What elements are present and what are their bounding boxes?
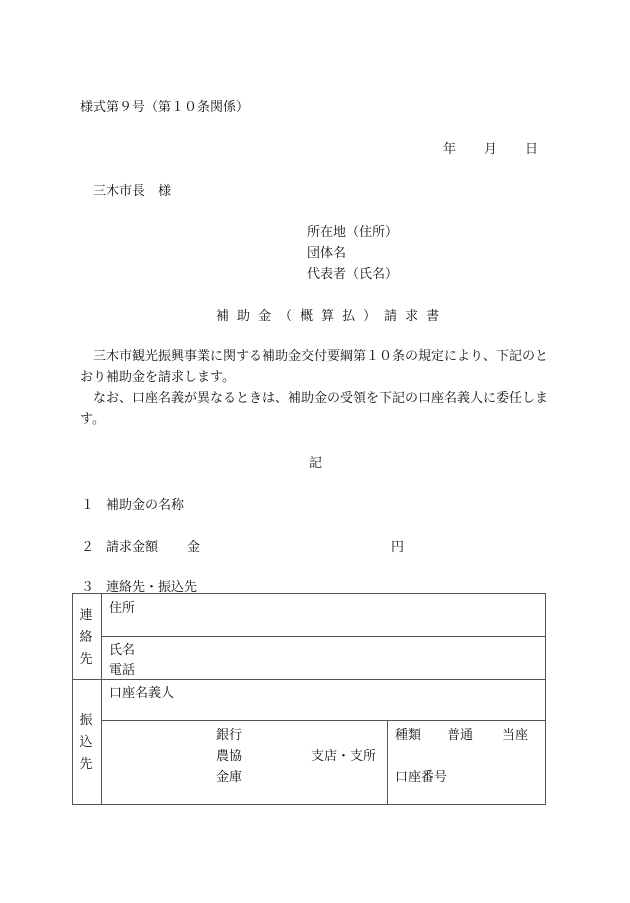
title-char: （	[279, 309, 293, 324]
item-1-number: １	[81, 498, 95, 513]
transfer-label	[72, 710, 100, 776]
document-title	[212, 305, 443, 324]
name-label: 氏名	[109, 643, 136, 658]
date-day: 日	[525, 142, 539, 157]
item-3-number: ３	[81, 580, 95, 595]
contact-label-char: 連	[79, 608, 93, 623]
table-divider-holder	[101, 720, 546, 721]
body-paragraph-2: なお、口座名義が異なるときは、補助金の受領を下記の口座名義人に委任します。	[80, 391, 549, 427]
contact-label-char: 絡	[79, 630, 93, 645]
item-3-label: 連絡先・振込先	[106, 580, 198, 595]
transfer-label-char: 込	[79, 735, 93, 750]
account-type-normal: 普通	[447, 728, 474, 743]
item-1-label: 補助金の名称	[106, 498, 185, 513]
item-2-yen: 円	[391, 540, 405, 555]
table-divider-section	[72, 679, 546, 680]
date-month: 月	[484, 142, 498, 157]
title-char: 求	[405, 309, 419, 324]
form-number: 様式第９号（第１０条関係）	[80, 100, 250, 115]
transfer-label-char: 先	[79, 757, 93, 772]
table-divider-address	[101, 636, 546, 637]
title-char: 補	[216, 309, 230, 324]
table-divider-vertical	[101, 593, 102, 805]
date-year: 年	[443, 142, 457, 157]
agri-coop-label: 農協	[216, 749, 243, 764]
title-char: ）	[363, 309, 377, 324]
account-type-current: 当座	[502, 728, 529, 743]
title-char: 書	[426, 309, 440, 324]
branch-label: 支店・支所	[311, 749, 377, 764]
title-char: 請	[384, 309, 398, 324]
contact-label-char: 先	[79, 652, 93, 667]
contact-label	[72, 605, 100, 671]
bank-label: 銀行	[216, 728, 243, 743]
title-char: 金	[258, 309, 272, 324]
body-paragraph-1: 三木市観光振興事業に関する補助金交付要綱第１０条の規定により、下記のとおり補助金を請求します。	[80, 349, 549, 385]
applicant-group-label: 団体名	[307, 246, 347, 261]
account-type-label: 種類	[395, 728, 422, 743]
applicant-rep-label: 代表者（氏名）	[307, 267, 399, 282]
item-2-label: 請求金額	[106, 540, 159, 555]
title-char: 概	[300, 309, 314, 324]
account-number-label: 口座番号	[395, 770, 448, 785]
transfer-label-char: 振	[79, 713, 93, 728]
ki-heading: 記	[309, 456, 323, 471]
account-holder-label: 口座名義人	[109, 686, 175, 701]
title-char: 助	[237, 309, 251, 324]
table-divider-type	[387, 720, 388, 805]
title-char: 算	[321, 309, 335, 324]
credit-union-label: 金庫	[216, 770, 243, 785]
address-label: 住所	[109, 601, 136, 616]
addressee: 三木市長 様	[93, 184, 172, 199]
phone-label: 電話	[109, 663, 136, 678]
title-char: 払	[342, 309, 356, 324]
applicant-address-label: 所在地（住所）	[307, 225, 399, 240]
item-2-number: ２	[81, 540, 95, 555]
item-2-kin: 金	[187, 540, 201, 555]
